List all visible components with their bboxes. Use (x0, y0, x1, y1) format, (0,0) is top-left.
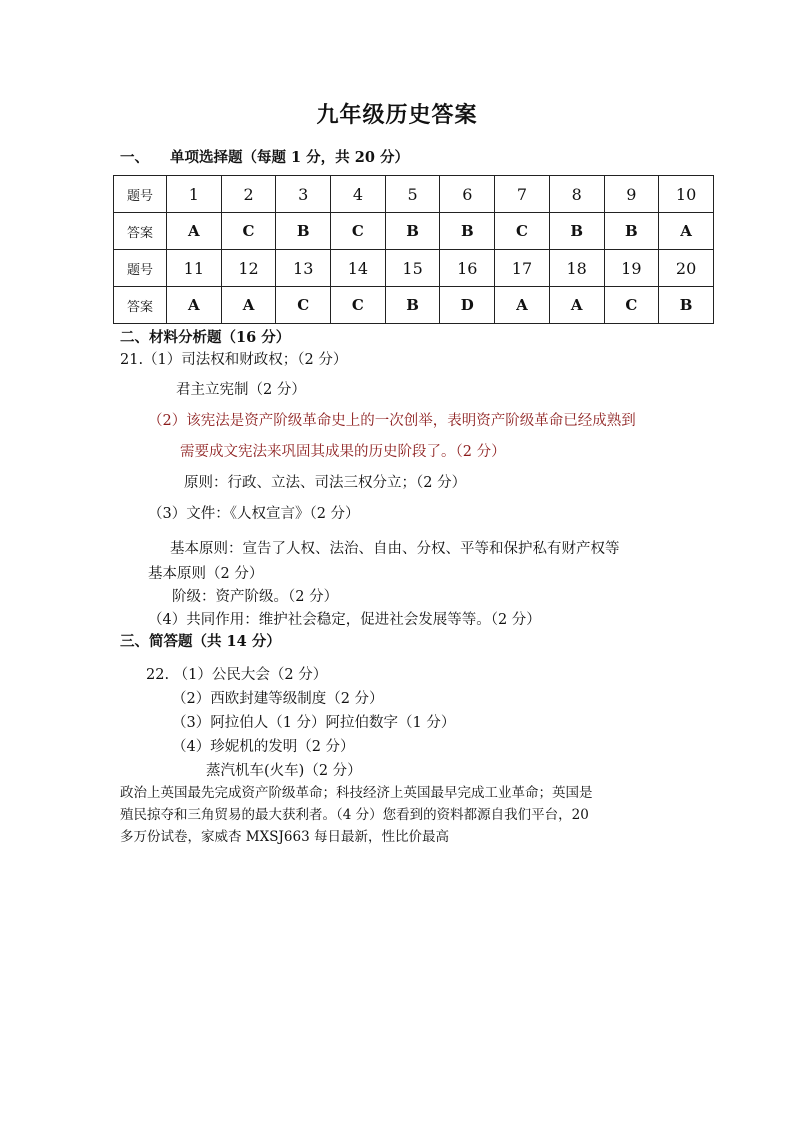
question-number: 19 (604, 250, 659, 287)
answer-cell: B (385, 287, 440, 324)
question-number: 8 (549, 176, 604, 213)
question-number: 10 (659, 176, 714, 213)
question-number: 2 (221, 176, 276, 213)
answer-cell: C (495, 213, 550, 250)
answer-cell: C (331, 287, 386, 324)
answer-cell: B (276, 213, 331, 250)
answer-cell: C (331, 213, 386, 250)
question-number: 3 (276, 176, 331, 213)
question-number: 4 (331, 176, 386, 213)
answer-line: （3）文件：《人权宣言》（2 分） (148, 506, 360, 522)
answer-cell: A (495, 287, 550, 324)
answer-line: 殖民掠夺和三角贸易的最大获利者。（4 分）您看到的资料都源自我们平台，20 (120, 807, 589, 823)
section1-heading: 单项选择题（每题 1 分，共 20 分） (170, 149, 409, 166)
answer-line: （4）共同作用：维护社会稳定，促进社会发展等等。（2 分） (148, 612, 541, 628)
answer-cell: D (440, 287, 495, 324)
section2-heading: 二、材料分析题（16 分） (120, 329, 291, 346)
question-number: 17 (495, 250, 550, 287)
answer-line: （4）珍妮机的发明（2 分） (172, 739, 355, 755)
answer-line: 基本原则（2 分） (148, 566, 264, 582)
answer-line: （2）西欧封建等级制度（2 分） (172, 691, 384, 707)
answer-line: 需要成文宪法来巩固其成果的历史阶段了。（2 分） (180, 444, 506, 460)
table-row (114, 287, 714, 324)
answer-cell: B (659, 287, 714, 324)
question-number: 6 (440, 176, 495, 213)
answer-cell: B (604, 213, 659, 250)
answer-line: 君主立宪制（2 分） (176, 382, 306, 398)
question-number: 12 (221, 250, 276, 287)
answer-line: 21.（1）司法权和财政权；（2 分） (120, 352, 348, 368)
page-title: 九年级历史答案 (316, 102, 478, 128)
question-number: 14 (331, 250, 386, 287)
answer-cell: A (167, 213, 222, 250)
question-number: 20 (659, 250, 714, 287)
question-number: 15 (385, 250, 440, 287)
question-number: 18 (549, 250, 604, 287)
question-number: 5 (385, 176, 440, 213)
question-number: 11 (167, 250, 222, 287)
answer-cell: B (549, 213, 604, 250)
table-row (114, 213, 714, 250)
answer-table (113, 175, 714, 324)
question-number: 13 (276, 250, 331, 287)
answer-line: 阶级：资产阶级。（2 分） (172, 589, 339, 605)
question-number: 9 (604, 176, 659, 213)
answer-cell: A (221, 287, 276, 324)
table-row (114, 176, 714, 213)
answer-cell: A (167, 287, 222, 324)
answer-cell: B (440, 213, 495, 250)
answer-line: 蒸汽机车(火车)（2 分） (206, 763, 362, 779)
question-number: 16 (440, 250, 495, 287)
row-label: 答案 (114, 287, 167, 324)
answer-line: 原则：行政、立法、司法三权分立；（2 分） (184, 475, 467, 491)
question-number: 1 (167, 176, 222, 213)
answer-line: 22. （1）公民大会（2 分） (146, 667, 328, 683)
answer-line: 多万份试卷，家威杏 MXSJ663 每日最新，性比价最高 (120, 829, 449, 845)
answer-cell: C (604, 287, 659, 324)
answer-cell: C (276, 287, 331, 324)
answer-cell: C (221, 213, 276, 250)
row-label: 题号 (114, 176, 167, 213)
answer-cell: A (659, 213, 714, 250)
answer-line: 基本原则：宣告了人权、法治、自由、分权、平等和保护私有财产权等 (170, 541, 620, 557)
answer-line: （3）阿拉伯人（1 分）阿拉伯数字（1 分） (172, 715, 456, 731)
row-label: 答案 (114, 213, 167, 250)
row-label: 题号 (114, 250, 167, 287)
answer-cell: B (385, 213, 440, 250)
table-row (114, 250, 714, 287)
answer-line: （2）该宪法是资产阶级革命史上的一次创举，表明资产阶级革命已经成熟到 (148, 413, 636, 429)
section3-heading: 三、简答题（共 14 分） (120, 633, 281, 650)
answer-line: 政治上英国最先完成资产阶级革命；科技经济上英国最早完成工业革命；英国是 (120, 785, 593, 801)
question-number: 7 (495, 176, 550, 213)
answer-cell: A (549, 287, 604, 324)
section1-heading-number: 一、 (120, 149, 149, 166)
